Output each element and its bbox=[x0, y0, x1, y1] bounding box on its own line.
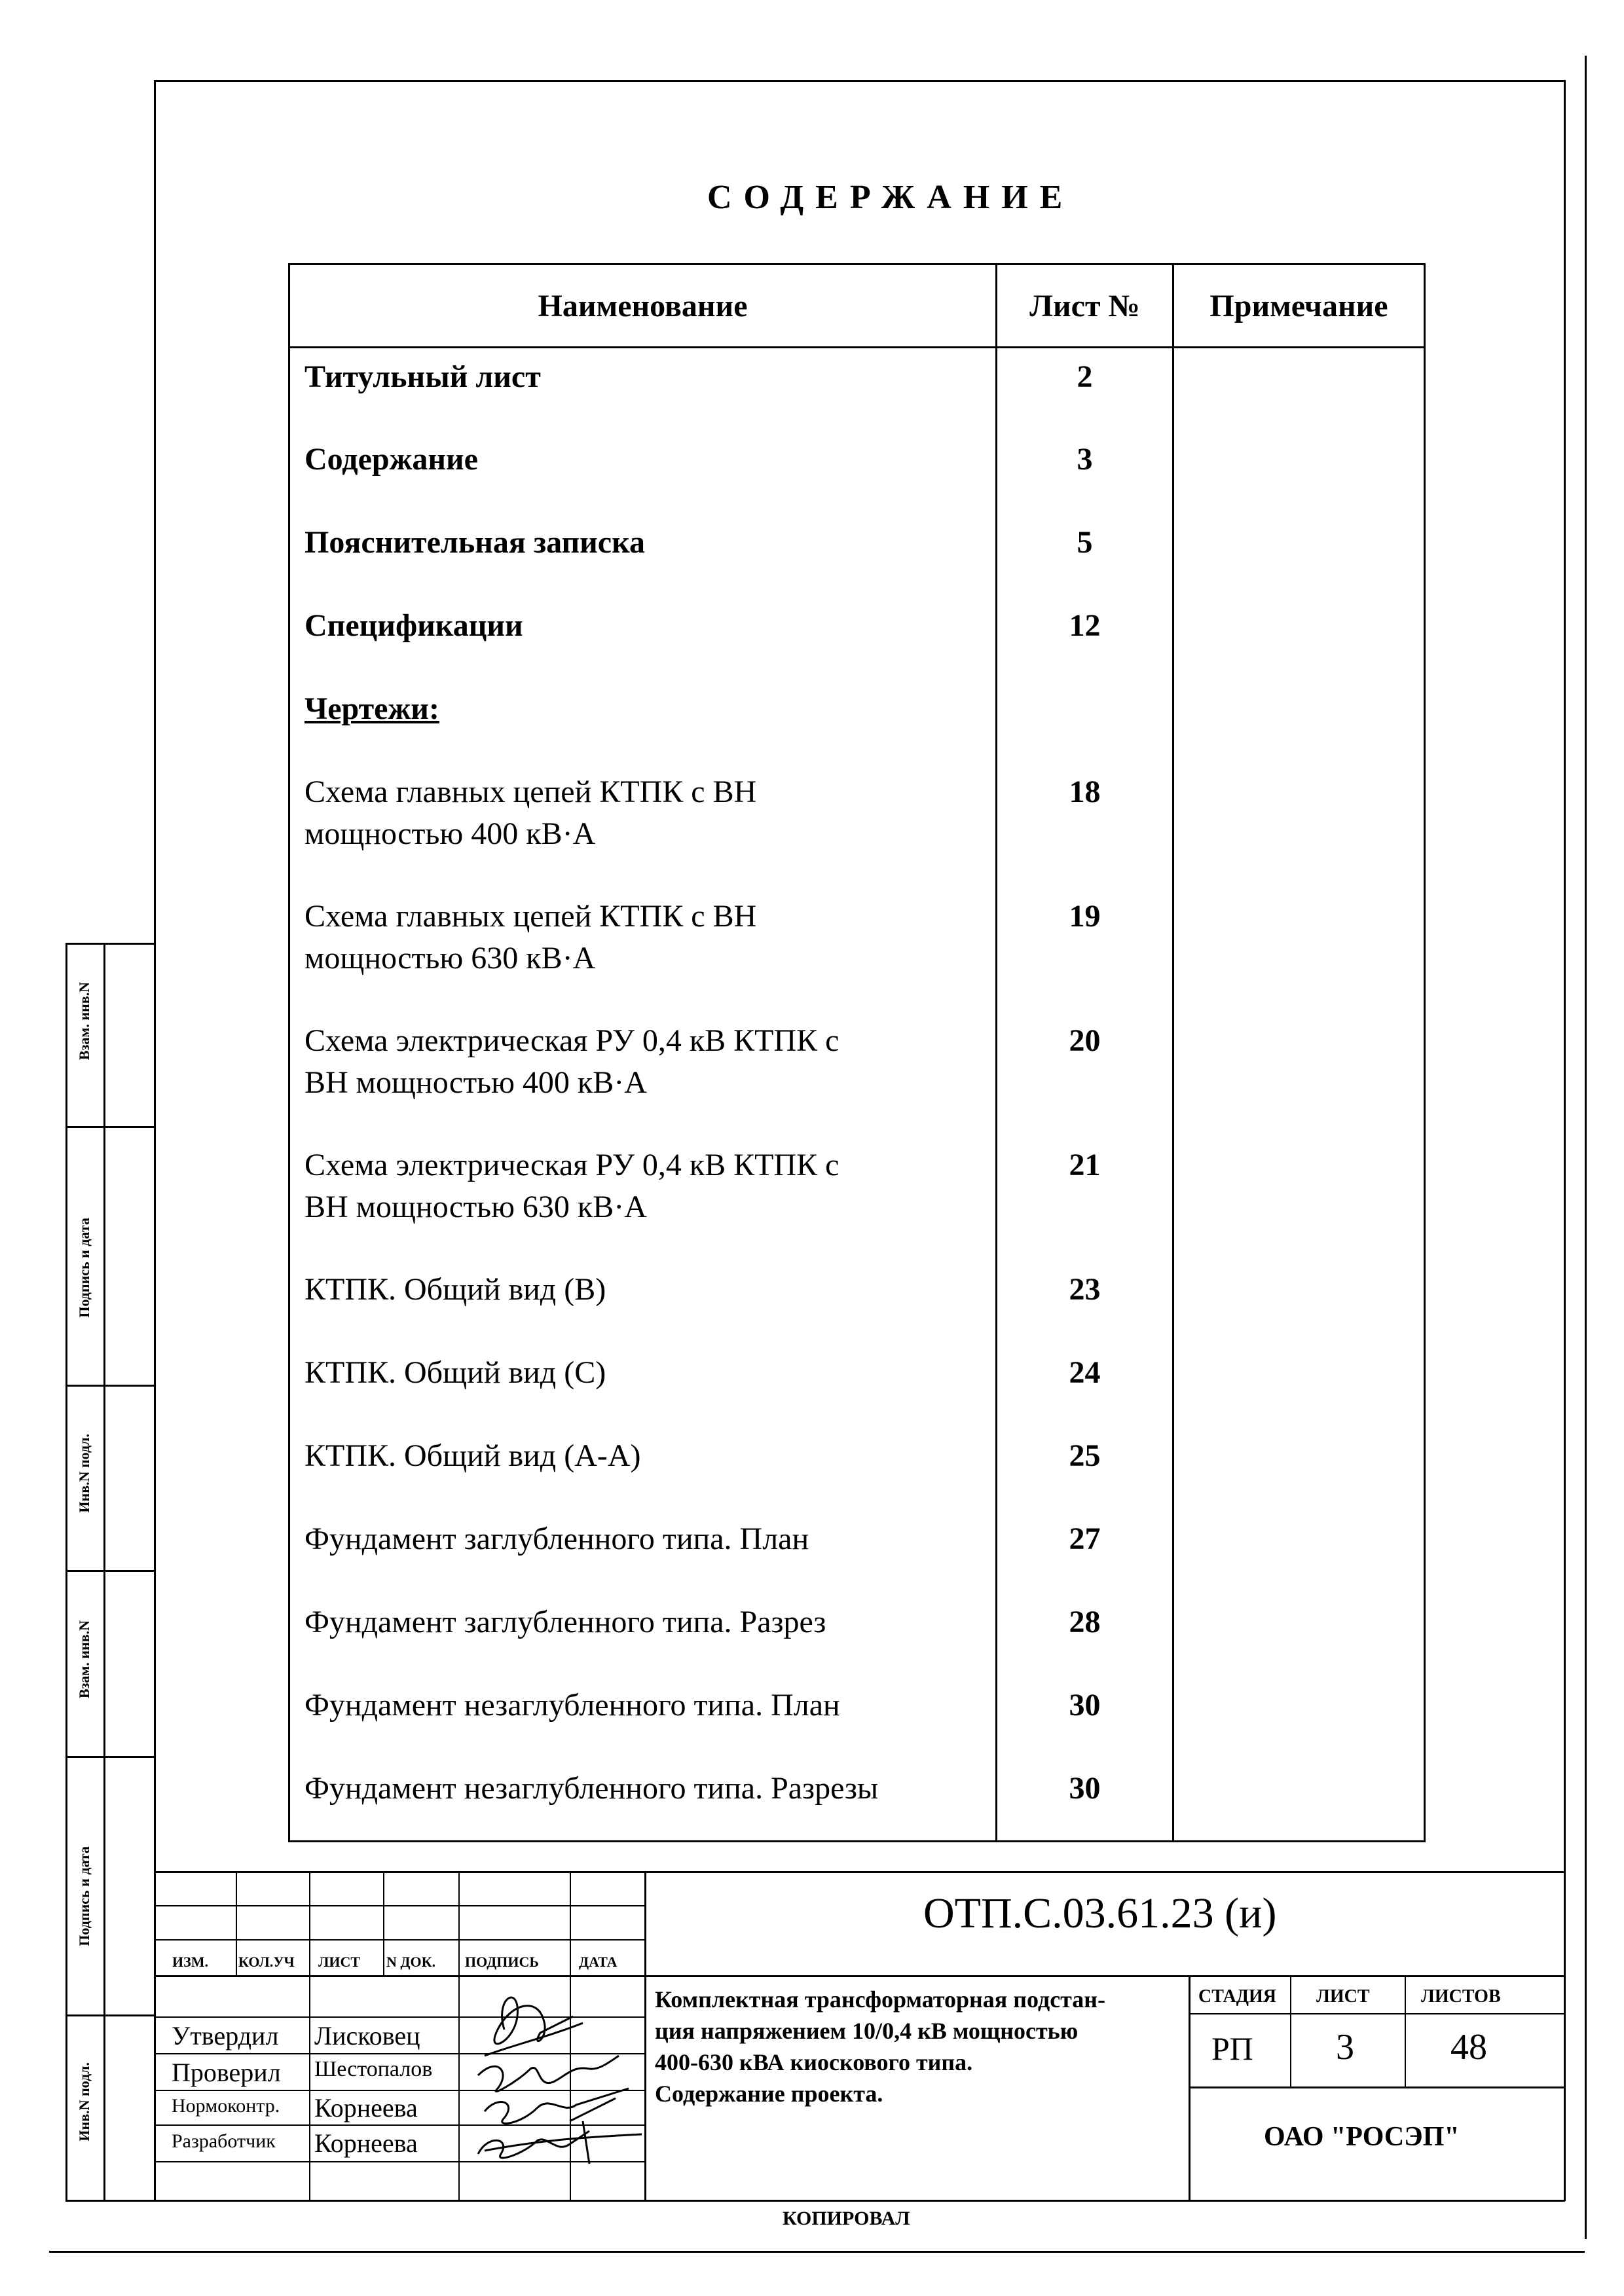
description-line-3: 400-630 кВА киоскового типа. bbox=[655, 2049, 973, 2075]
row-name: КТПК. Общий вид (В) bbox=[289, 1261, 997, 1344]
row-sheet: 30 bbox=[997, 1760, 1173, 1842]
row-sheet: 28 bbox=[997, 1594, 1173, 1677]
row-name bbox=[289, 1012, 997, 1137]
description-line-2: ция напряжением 10/0,4 кВ мощностью bbox=[655, 2018, 1079, 2044]
table-header-row bbox=[289, 264, 1425, 348]
stamp-label-replace-inv: Взам. инв.N bbox=[76, 982, 92, 1061]
frame-top bbox=[154, 80, 1565, 82]
handwritten-signatures bbox=[458, 1958, 648, 2167]
row-name: Фундамент заглубленного типа. План bbox=[289, 1510, 997, 1594]
row-name: Фундамент незаглубленного типа. Разрезы bbox=[289, 1760, 997, 1842]
table-row bbox=[289, 514, 1425, 597]
sheets-label: ЛИСТОВ bbox=[1421, 1986, 1501, 2007]
row-note bbox=[1173, 1137, 1425, 1261]
frame-left bbox=[154, 80, 156, 2201]
row-name bbox=[289, 1137, 997, 1261]
row-sheet: 3 bbox=[997, 431, 1173, 514]
row-note bbox=[1173, 1427, 1425, 1510]
row-name-line2: ВН мощностью 630 кВ·А bbox=[304, 1189, 647, 1224]
row-sheet: 30 bbox=[997, 1677, 1173, 1760]
description-line-1: Комплектная трансформаторная подстан- bbox=[655, 1986, 1106, 2013]
stamp-label-sign-date: Подпись и дата bbox=[76, 1846, 92, 1946]
row-name: КТПК. Общий вид (А-А) bbox=[289, 1427, 997, 1510]
sheet-label: ЛИСТ bbox=[1316, 1986, 1370, 2007]
row-name-line1: Схема главных цепей КТПК с ВН bbox=[304, 774, 757, 809]
table-row bbox=[289, 348, 1425, 431]
row-sheet: 2 bbox=[997, 348, 1173, 431]
row-note bbox=[1173, 1760, 1425, 1842]
tb-header-date: ДАТА bbox=[579, 1954, 618, 1970]
signer-name: Корнеева bbox=[314, 2093, 418, 2123]
frame-right-outer bbox=[1585, 56, 1587, 2239]
table-row bbox=[289, 1261, 1425, 1344]
header-name: Наименование bbox=[289, 264, 997, 348]
header-note: Примечание bbox=[1173, 264, 1425, 348]
row-note bbox=[1173, 348, 1425, 431]
tb-header-signature: ПОДПИСЬ bbox=[465, 1954, 539, 1970]
table-row bbox=[289, 1594, 1425, 1677]
contents-table bbox=[288, 263, 1426, 1842]
row-name: КТПК. Общий вид (С) bbox=[289, 1344, 997, 1427]
table-row bbox=[289, 1137, 1425, 1261]
row-name bbox=[289, 888, 997, 1012]
signer-role: Нормоконтр. bbox=[172, 2095, 280, 2117]
page-title: СОДЕРЖАНИЕ bbox=[707, 179, 1075, 216]
row-sheet: 21 bbox=[997, 1137, 1173, 1261]
row-sheet: 25 bbox=[997, 1427, 1173, 1510]
row-sheet: 27 bbox=[997, 1510, 1173, 1594]
row-name: Титульный лист bbox=[289, 348, 997, 431]
footer-copied-label: КОПИРОВАЛ bbox=[783, 2208, 910, 2229]
signer-role: Утвердил bbox=[172, 2021, 279, 2050]
row-name-line2: мощностью 400 кВ·А bbox=[304, 816, 596, 851]
row-sheet: 24 bbox=[997, 1344, 1173, 1427]
row-name: Фундамент незаглубленного типа. План bbox=[289, 1677, 997, 1760]
trim-line bbox=[49, 2251, 1585, 2253]
table-row bbox=[289, 1510, 1425, 1594]
row-name: Фундамент заглубленного типа. Разрез bbox=[289, 1594, 997, 1677]
row-note bbox=[1173, 1510, 1425, 1594]
table-row bbox=[289, 1427, 1425, 1510]
signer-name: Корнеева bbox=[314, 2128, 418, 2158]
description-line-4: Содержание проекта. bbox=[655, 2081, 883, 2107]
row-note bbox=[1173, 431, 1425, 514]
signer-role: Разработчик bbox=[172, 2130, 276, 2152]
row-name-line1: Схема электрическая РУ 0,4 кВ КТПК с bbox=[304, 1023, 840, 1058]
signer-name: Шестопалов bbox=[314, 2057, 433, 2081]
table-row bbox=[289, 1344, 1425, 1427]
row-note bbox=[1173, 680, 1425, 763]
row-sheet: 5 bbox=[997, 514, 1173, 597]
tb-header-change: ИЗМ. bbox=[172, 1954, 208, 1970]
table-row bbox=[289, 597, 1425, 680]
document-code: ОТП.С.03.61.23 (и) bbox=[923, 1889, 1277, 1937]
stamp-label-inv-orig: Инв.N подл. bbox=[76, 1434, 92, 1513]
row-name bbox=[289, 763, 997, 888]
tb-header-sheet: ЛИСТ bbox=[318, 1954, 361, 1970]
sheets-value: 48 bbox=[1450, 2027, 1487, 2068]
table-row bbox=[289, 888, 1425, 1012]
frame-right bbox=[1564, 80, 1566, 2201]
row-name: Содержание bbox=[289, 431, 997, 514]
stage-label: СТАДИЯ bbox=[1198, 1986, 1276, 2007]
row-sheet: 23 bbox=[997, 1261, 1173, 1344]
row-sheet: 12 bbox=[997, 597, 1173, 680]
table-row bbox=[289, 431, 1425, 514]
row-note bbox=[1173, 514, 1425, 597]
tb-header-docnum: N ДОК. bbox=[386, 1954, 436, 1970]
row-sheet: 20 bbox=[997, 1012, 1173, 1137]
stamp-label-inv-orig: Инв.N подл. bbox=[76, 2062, 92, 2141]
row-note bbox=[1173, 1261, 1425, 1344]
sheet-value: 3 bbox=[1336, 2027, 1354, 2068]
row-sheet bbox=[997, 680, 1173, 763]
row-note bbox=[1173, 1012, 1425, 1137]
table-row bbox=[289, 1012, 1425, 1137]
row-name-line2: ВН мощностью 400 кВ·А bbox=[304, 1065, 647, 1100]
header-sheet: Лист № bbox=[997, 264, 1173, 348]
signer-role: Проверил bbox=[172, 2058, 281, 2087]
stamp-label-sign-date: Подпись и дата bbox=[76, 1218, 92, 1318]
stage-value: РП bbox=[1211, 2030, 1253, 2067]
row-name-line2: мощностью 630 кВ·А bbox=[304, 940, 596, 975]
signer-name: Лисковец bbox=[314, 2021, 420, 2050]
row-note bbox=[1173, 1594, 1425, 1677]
row-note bbox=[1173, 597, 1425, 680]
row-name: Спецификации bbox=[289, 597, 997, 680]
table-row bbox=[289, 680, 1425, 763]
row-name-line1: Схема главных цепей КТПК с ВН bbox=[304, 898, 757, 934]
row-note bbox=[1173, 1677, 1425, 1760]
frame-bottom bbox=[65, 2200, 1565, 2202]
row-name: Пояснительная записка bbox=[289, 514, 997, 597]
row-name-section: Чертежи: bbox=[289, 680, 997, 763]
row-sheet: 18 bbox=[997, 763, 1173, 888]
table-row bbox=[289, 763, 1425, 888]
table-row bbox=[289, 1760, 1425, 1842]
organization-name: ОАО "РОСЭП" bbox=[1264, 2122, 1460, 2152]
row-note bbox=[1173, 888, 1425, 1012]
table-row bbox=[289, 1677, 1425, 1760]
row-note bbox=[1173, 1344, 1425, 1427]
row-note bbox=[1173, 763, 1425, 888]
row-sheet: 19 bbox=[997, 888, 1173, 1012]
stamp-label-replace-inv: Взам. инв.N bbox=[76, 1620, 92, 1699]
tb-header-count: КОЛ.УЧ bbox=[238, 1954, 295, 1970]
row-name-line1: Схема электрическая РУ 0,4 кВ КТПК с bbox=[304, 1147, 840, 1182]
